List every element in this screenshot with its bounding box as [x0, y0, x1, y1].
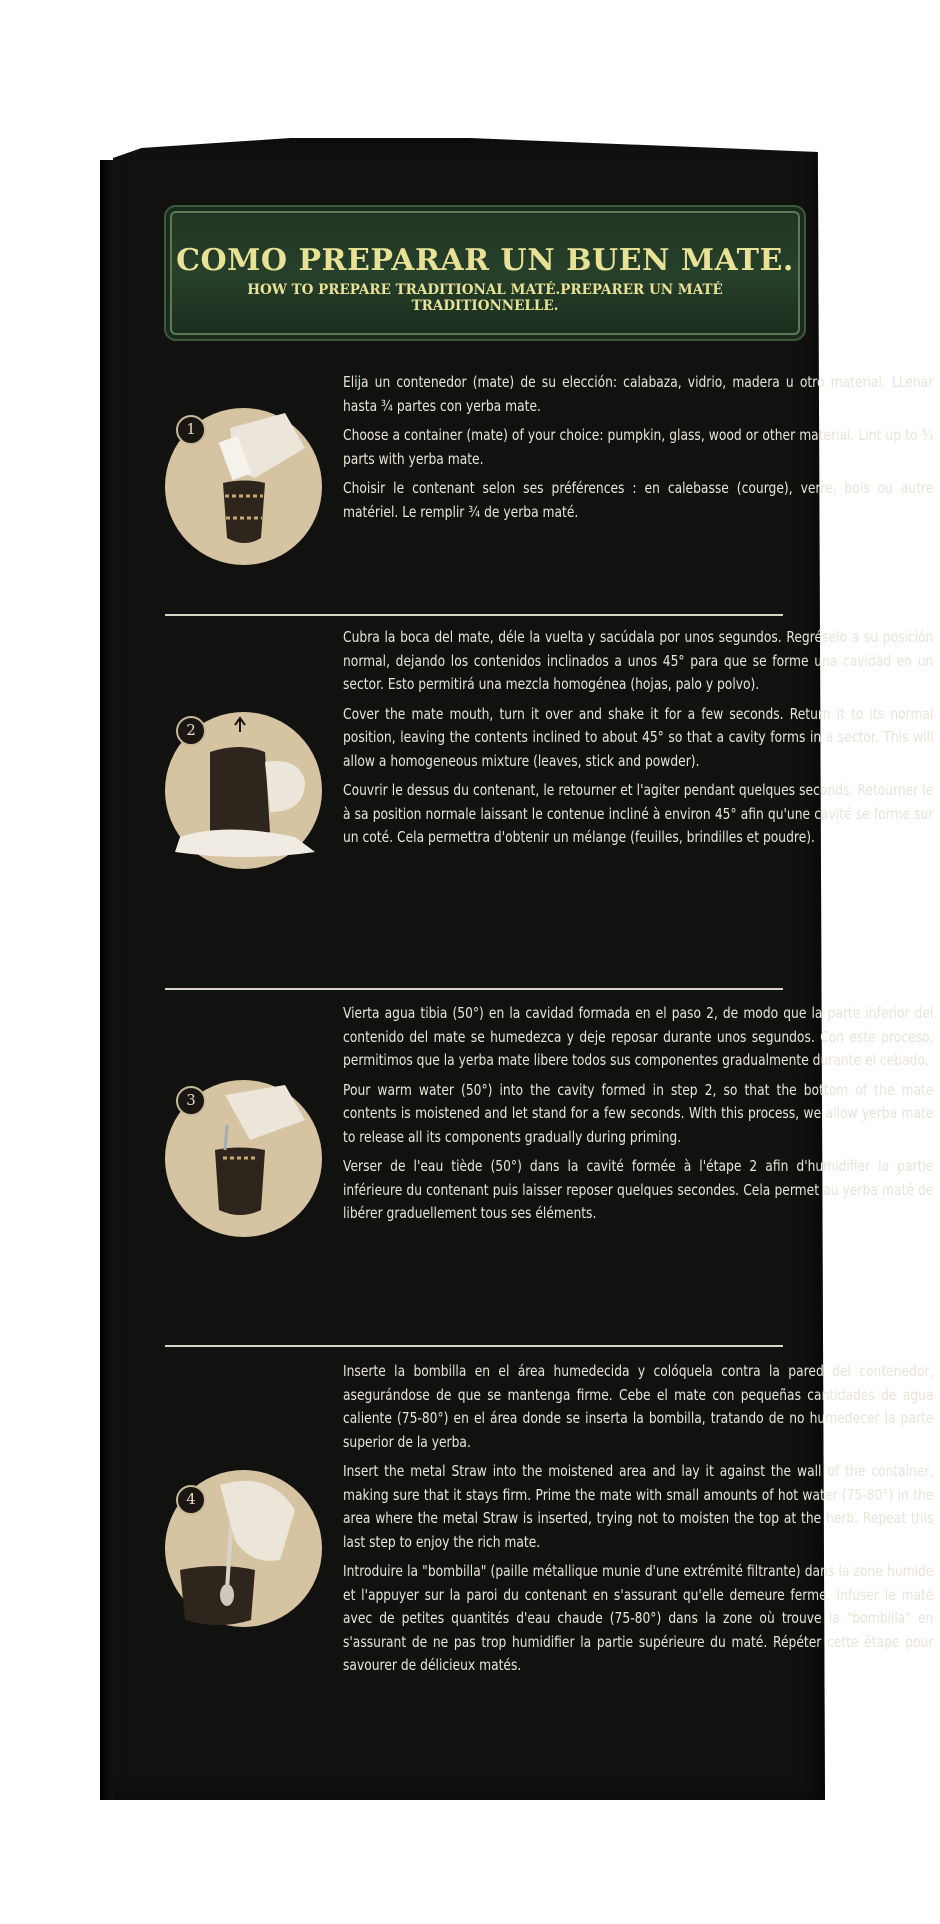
step-4-es: Inserte la bombilla en el área humedecida y colóquela contra la pared del contenedor, asegurándose de que se mantenga firme. Cebe el mate con pequeñas cantidades de agua caliente (75-80°) en el área donde se inserta la bombilla, tratando de no humedecer la parte superior de la yerba. [343, 1362, 934, 1451]
title-banner [170, 211, 800, 335]
step-2-fr: Couvrir le dessus du contenant, le retourner et l'agiter pendant quelques seconds. Retourner le à sa position normale laissant le contenue incliné à environ 45° afin qu'une cavité se forme sur un coté. Cela permettra d'obtenir un mélange (feuilles, brindilles et poudre). [343, 781, 934, 846]
step-4-text [343, 1360, 933, 1684]
divider [165, 1345, 783, 1347]
divider [165, 614, 783, 616]
step-2-en: Cover the mate mouth, turn it over and shake it for a few seconds. Return it to its normal position, leaving the contents inclined to about 45° so that a cavity forms in a sector. This will allow a homogeneous mixture (leaves, stick and powder). [343, 704, 934, 770]
step-3-es: Vierta agua tibia (50°) en la cavidad formada en el paso 2, de modo que la parte inferior del contenido del mate se humedezca y deje reposar durante unos segundos. Con este proceso, permitimos que la yerba mate libere todos sus componentes gradualmente durante el cebado. [343, 1004, 934, 1069]
step-number-2: 2 [176, 716, 206, 746]
page-subtitle: HOW TO PREPARE TRADITIONAL MATÉ.PREPARER UN MATÉ TRADITIONNELLE. [247, 282, 723, 314]
step-3-fr: Verser de l'eau tiède (50°) dans la cavité formée à l'étape 2 afin d'humidifier la partie inférieure du contenant puis laisser reposer quelques secondes. Cela permet au yerba maté de libérer graduellement tous ses éléments. [343, 1157, 934, 1222]
step-1-text [343, 371, 933, 530]
step-2-es: Cubra la boca del mate, déle la vuelta y sacúdala por unos segundos. Regréselo a su posición normal, dejando los contenidos inclinados a unos 45° para que se forme una cavidad en un sector. Esto permitirá una mezcla homogénea (hojas, palo y polvo). [343, 628, 934, 693]
step-3-text [343, 1002, 933, 1232]
step-4-en: Insert the metal Straw into the moistened area and lay it against the wall of the container, making sure that it stays firm. Prime the mate with small amounts of hot water (75-80°) in the area where the metal Straw is inserted, trying not to moisten the top at the herb. Repeat this last step to enjoy the rich mate. [343, 1462, 934, 1551]
page-title: COMO PREPARAR UN BUEN MATE. [176, 243, 794, 278]
step-number-1: 1 [176, 415, 206, 445]
step-4-fr: Introduire la "bombilla" (paille métallique munie d'une extrémité filtrante) dans la zone humide et l'appuyer sur la paroi du contenant en s'assurant qu'elle demeure ferme. Infuser le maté avec de petites quantités d'eau chaude (75-80°) dans la zone où trouve la "bombilla" en s'assurant de ne pas trop humidifier la partie supérieure du maté. Répéter cette étape pour savourer de délicieux matés. [343, 1562, 934, 1674]
step-2-text [343, 626, 933, 856]
step-3-en: Pour warm water (50°) into the cavity formed in step 2, so that the bottom of the mate contents is moistened and let stand for a few seconds. With this process, we allow yerba mate to release all its components gradually during priming. [343, 1080, 934, 1146]
step-number-3: 3 [176, 1086, 206, 1116]
step-1-en: Choose a container (mate) of your choice: pumpkin, glass, wood or other material. Lint up to ¾ parts with yerba mate. [343, 426, 934, 468]
step-1-es: Elija un contenedor (mate) de su elección: calabaza, vidrio, madera u otro material. LLenar hasta ¾ partes con yerba mate. [343, 373, 934, 415]
step-number-4: 4 [176, 1485, 206, 1515]
step-1-fr: Choisir le contenant selon ses préférences : en calebasse (courge), verre, bois ou autre matériel. Le remplir ¾ de yerba maté. [343, 479, 934, 521]
divider [165, 988, 783, 990]
